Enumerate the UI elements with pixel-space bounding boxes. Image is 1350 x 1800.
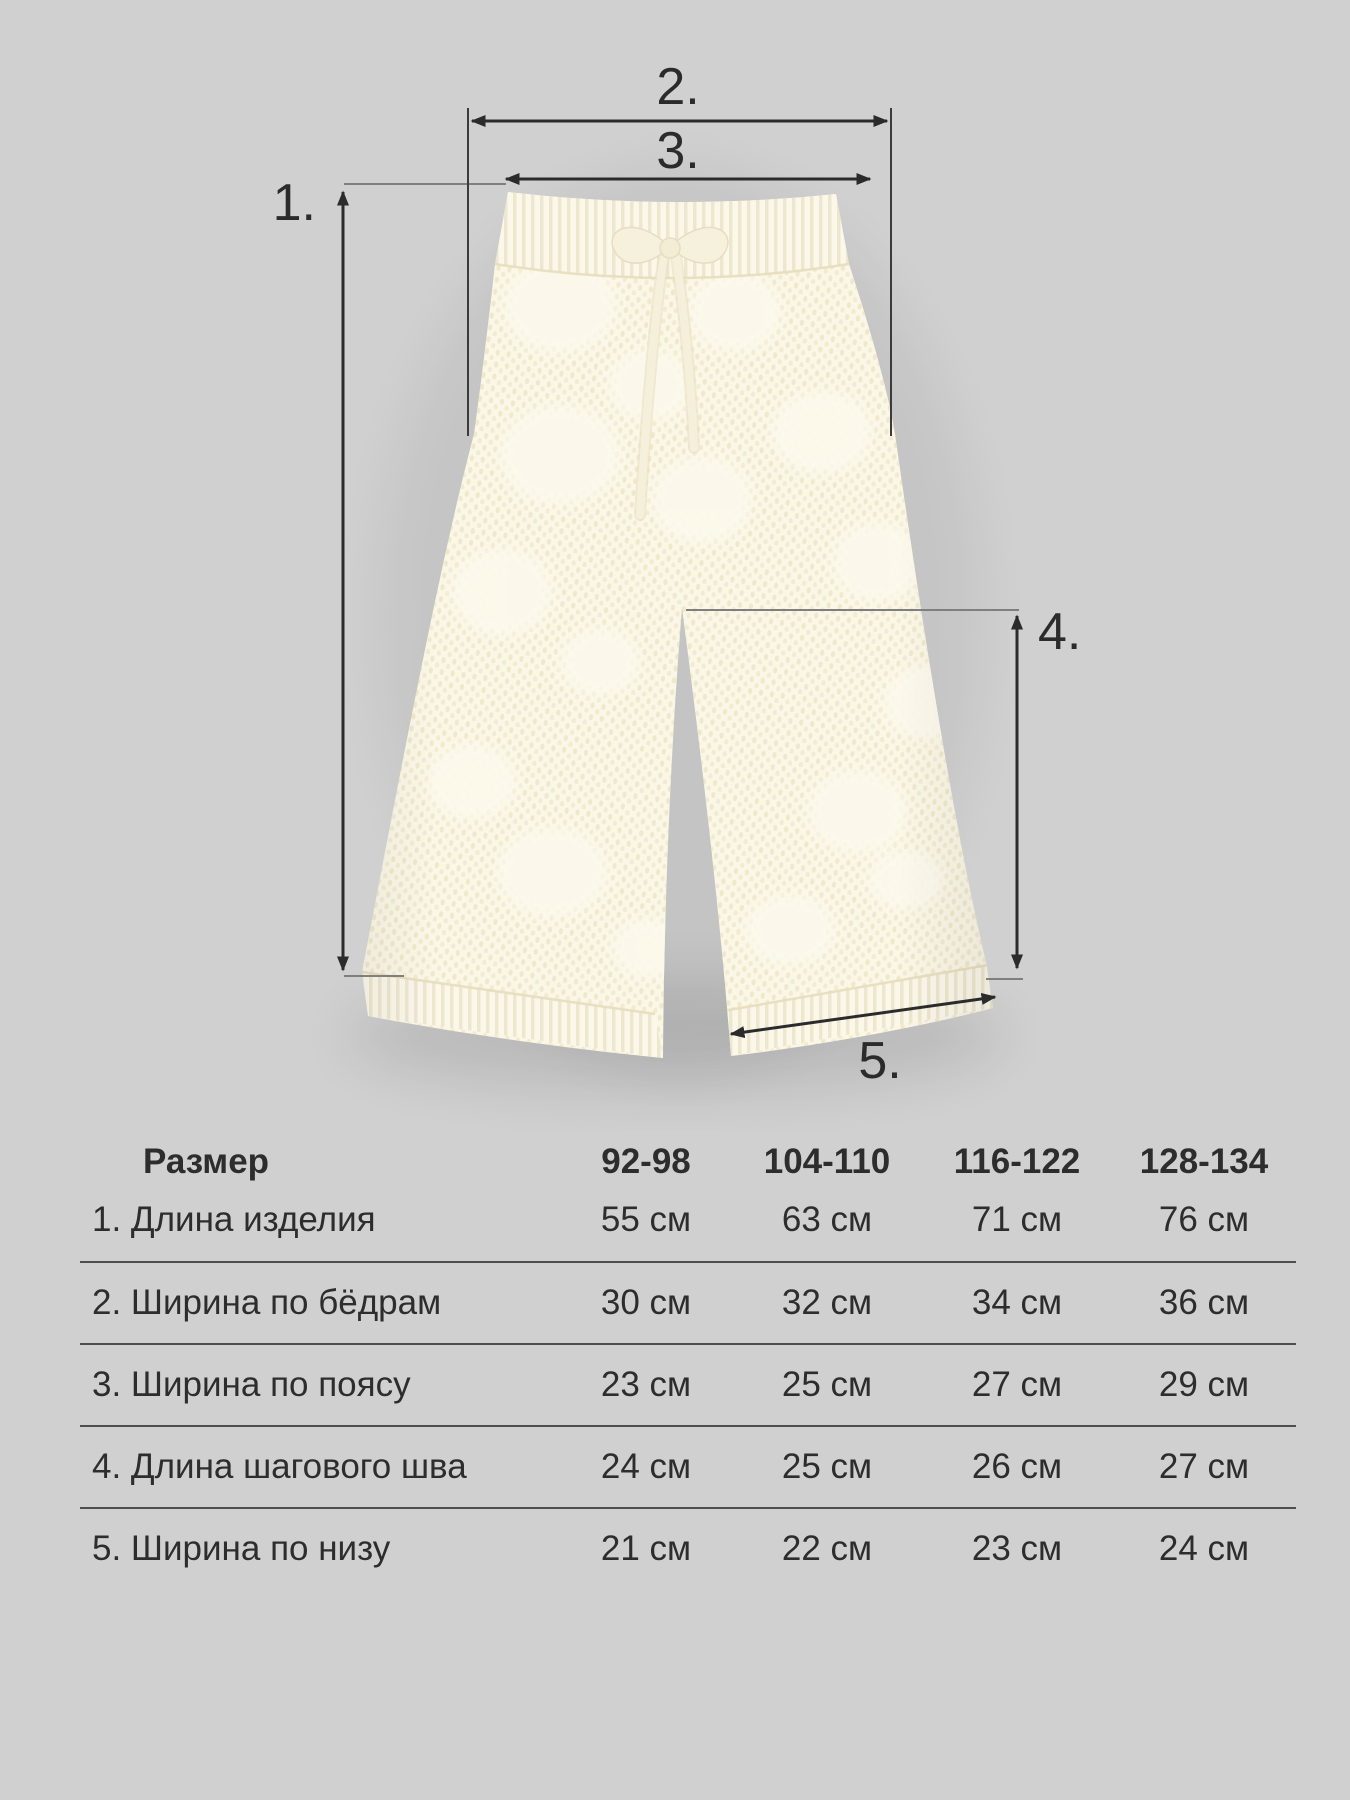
size-table-row-4 bbox=[80, 1425, 1296, 1507]
size-table-row-2 bbox=[80, 1261, 1296, 1343]
measure-value: 23 см bbox=[971, 1529, 1063, 1568]
measure-4-label: 4. bbox=[1038, 603, 1082, 661]
measure-value: 25 см bbox=[781, 1365, 873, 1404]
measure-value: 25 см bbox=[781, 1447, 873, 1486]
measure-row-label: 1. Длина изделия bbox=[92, 1200, 376, 1239]
measure-2-label: 2. bbox=[656, 58, 700, 116]
measure-value: 29 см bbox=[1158, 1365, 1250, 1404]
measure-value: 21 см bbox=[600, 1529, 692, 1568]
size-table bbox=[80, 1142, 1296, 1589]
measure-value: 27 см bbox=[1158, 1447, 1250, 1486]
measure-value: 71 см bbox=[971, 1200, 1063, 1239]
measure-value: 32 см bbox=[781, 1283, 873, 1322]
size-column-header-4: 128-134 bbox=[1139, 1142, 1269, 1181]
measure-value: 23 см bbox=[600, 1365, 692, 1404]
size-table-row-1 bbox=[80, 1179, 1296, 1261]
measure-value: 63 см bbox=[781, 1200, 873, 1239]
measure-1-label: 1. bbox=[272, 174, 316, 232]
measure-value: 30 см bbox=[600, 1283, 692, 1322]
size-column-header-3: 116-122 bbox=[953, 1142, 1081, 1181]
size-table-row-5 bbox=[80, 1507, 1296, 1589]
measure-row-label: 4. Длина шагового шва bbox=[92, 1447, 467, 1486]
measure-value: 26 см bbox=[971, 1447, 1063, 1486]
size-table-header-label: Размер bbox=[143, 1142, 270, 1181]
size-table-row-3 bbox=[80, 1343, 1296, 1425]
measure-value: 24 см bbox=[600, 1447, 692, 1486]
measure-value: 36 см bbox=[1158, 1283, 1250, 1322]
measure-row-label: 5. Ширина по низу bbox=[92, 1529, 391, 1568]
measure-value: 76 см bbox=[1158, 1200, 1250, 1239]
measure-value: 27 см bbox=[971, 1365, 1063, 1404]
measure-row-label: 2. Ширина по бёдрам bbox=[92, 1283, 442, 1322]
measure-3-label: 3. bbox=[656, 122, 700, 180]
measure-row-label: 3. Ширина по поясу bbox=[92, 1365, 411, 1404]
measure-5-label: 5. bbox=[858, 1032, 902, 1090]
size-table-header-row bbox=[80, 1142, 1296, 1179]
measure-value: 22 см bbox=[781, 1529, 873, 1568]
size-column-header-1: 92-98 bbox=[601, 1142, 691, 1181]
measure-value: 24 см bbox=[1158, 1529, 1250, 1568]
measure-value: 55 см bbox=[600, 1200, 692, 1239]
measure-value: 34 см bbox=[971, 1283, 1063, 1322]
size-column-header-2: 104-110 bbox=[763, 1142, 891, 1181]
